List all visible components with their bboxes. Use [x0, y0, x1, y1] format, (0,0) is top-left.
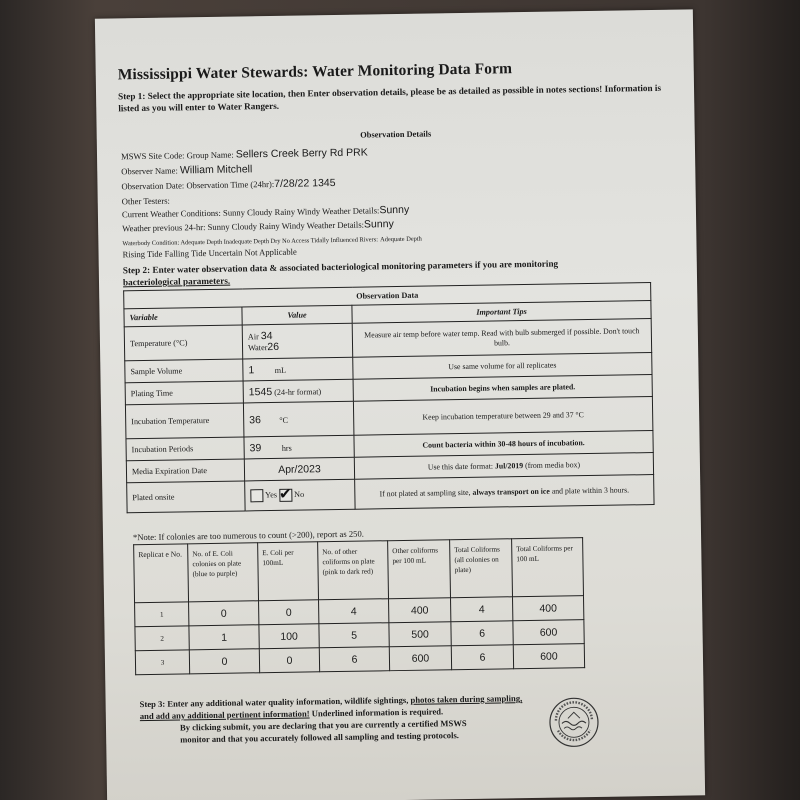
header-value: Value	[242, 305, 352, 325]
plating-time-unit: (24-hr format)	[274, 386, 322, 397]
other-coliforms-plate-cell: 4	[319, 599, 389, 624]
form-page	[95, 9, 705, 800]
water-value: 26	[267, 340, 280, 353]
media-expiration-tip-prefix: Use this date format:	[427, 461, 496, 472]
form-title: Mississippi Water Stewards: Water Monitoring Data Form	[117, 60, 513, 84]
current-weather-label: Current Weather Conditions: Sunny Cloudy Rainy Windy Weather Details:	[121, 205, 380, 220]
total-coliforms-100ml-cell: 400	[512, 596, 583, 621]
header-total-coliforms-plate: Total Coliforms (all colonies on plate)	[450, 539, 513, 598]
date-value: 7/28/22 1345	[274, 176, 336, 190]
ecoli-colonies-cell: 1	[189, 625, 259, 650]
date-label: Observation Date: Observation Time (24hr):	[121, 178, 275, 192]
header-ecoli-per-100ml: E. Coli per 100mL	[258, 542, 319, 601]
replicate-number: 1	[135, 602, 189, 627]
total-coliforms-100ml-cell: 600	[513, 620, 584, 645]
air-value: 34	[260, 329, 273, 342]
step3-text-a: Step 3: Enter any additional water quality information, wildlife sightings,	[139, 694, 411, 710]
plated-onsite-cell	[245, 479, 355, 511]
total-coliforms-100ml-cell: 600	[513, 644, 584, 669]
plated-onsite-tip	[355, 475, 654, 510]
temperature-tip: Measure air temp before water temp. Read with bulb submerged if possible. Don't touch bulb.	[352, 319, 651, 358]
other-coliforms-plate-cell: 5	[319, 623, 389, 648]
temperature-label: Temperature (°C)	[124, 325, 243, 361]
yes-label: Yes	[265, 490, 278, 500]
other-coliforms-plate-cell: 6	[319, 647, 389, 672]
waterbody-value: Adequate Depth	[380, 235, 422, 244]
total-coliforms-plate-cell: 6	[451, 645, 513, 670]
observation-table-caption: Observation Data	[124, 283, 651, 309]
step1-instructions: Step 1: Select the appropriate site location, then Enter observation details, please be as detailed as possible in notes sections! Information is listed as you will enter to Water Rangers.	[118, 82, 662, 114]
plated-onsite-label: Plated onsite	[127, 481, 245, 513]
incubation-periods-value: 39	[249, 441, 262, 454]
media-expiration-value: Apr/2023	[278, 462, 321, 476]
incubation-periods-tip: Count bacteria within 30-48 hours of incubation.	[354, 431, 653, 458]
date-line	[121, 177, 335, 192]
site-code-line	[121, 146, 368, 162]
sample-volume-unit: mL	[274, 365, 287, 375]
step3-instructions	[140, 691, 611, 746]
sample-volume-cell	[243, 357, 353, 381]
header-tips: Important Tips	[352, 301, 651, 324]
ecoli-colonies-cell: 0	[189, 601, 259, 626]
ecoli-per-100ml-cell: 0	[259, 600, 319, 625]
media-expiration-label: Media Expiration Date	[126, 459, 244, 483]
incubation-temp-label: Incubation Temperature	[125, 403, 244, 439]
air-label: Air	[247, 331, 259, 341]
sample-volume-value: 1	[248, 363, 255, 376]
replicate-header-row	[134, 538, 584, 603]
sample-volume-label: Sample Volume	[125, 359, 243, 383]
plating-time-value: 1545	[248, 385, 273, 398]
site-code-label: MSWS Site Code: Group Name:	[120, 149, 234, 162]
msws-seal-logo	[548, 696, 601, 749]
waterbody-label: Waterbody Condition: Adequate Depth Inadequate Depth Dry No Access Tidally Influenced Rivers:	[122, 236, 379, 248]
other-testers-label: Other Testers:	[121, 195, 170, 207]
step3-text-c: and add any additional pertinent information!	[139, 708, 310, 722]
tide-options: Rising Tide Falling Tide Uncertain Not Applicable	[122, 246, 297, 260]
header-other-coliforms-100ml: Other coliforms per 100 mL	[388, 540, 451, 599]
media-expiration-tip-suffix: (from media box)	[523, 459, 581, 470]
step2-text-b: bacteriological parameters.	[122, 275, 231, 288]
incubation-temp-cell	[243, 401, 354, 437]
incubation-periods-cell	[244, 435, 354, 459]
header-replicate-no: Replicat e No.	[134, 544, 189, 603]
waterbody-line	[122, 233, 422, 248]
header-ecoli-colonies: No. of E. Coli colonies on plate (blue to purple)	[188, 543, 259, 602]
incubation-periods-unit: hrs	[281, 443, 292, 453]
plating-time-tip: Incubation begins when samples are plated.	[353, 375, 652, 402]
temperature-values	[242, 323, 353, 359]
plated-onsite-tip-suffix: and plate within 3 hours.	[549, 484, 630, 496]
sample-volume-tip: Use same volume for all replicates	[353, 353, 652, 380]
step3-text-e: By clicking submit, you are declaring that you are currently a certified MSWS	[179, 717, 467, 733]
ecoli-per-100ml-cell: 0	[259, 648, 319, 673]
ecoli-colonies-cell: 0	[189, 649, 259, 674]
prev-weather-label: Weather previous 24-hr: Sunny Cloudy Rainy Windy Weather Details:	[122, 219, 365, 234]
site-name-value: Sellers Creek Berry Rd PRK	[235, 146, 368, 161]
media-expiration-tip-format: Jul/2019	[494, 460, 524, 471]
no-label: No	[294, 489, 305, 500]
incubation-periods-label: Incubation Periods	[126, 437, 244, 461]
other-coliforms-100ml-cell: 500	[389, 622, 451, 647]
prev-weather-value: Sunny	[363, 218, 394, 231]
current-weather-value: Sunny	[379, 203, 410, 217]
header-other-coliforms-plate: No. of other coliforms on plate (pink to dark red)	[318, 541, 389, 600]
yes-checkbox[interactable]	[250, 489, 263, 502]
total-coliforms-plate-cell: 4	[451, 597, 513, 622]
replicate-table	[133, 537, 585, 675]
header-total-coliforms-100ml: Total Coliforms per 100 mL	[512, 538, 584, 597]
colony-note: *Note: If colonies are too numerous to count (>200), report as 250.	[132, 528, 364, 543]
no-checkbox[interactable]	[278, 484, 292, 503]
plated-onsite-tip-bold: always transport on ice	[472, 486, 550, 497]
incubation-temp-unit: °C	[279, 415, 289, 425]
plated-onsite-tip-prefix: If not plated at sampling site,	[379, 487, 473, 498]
step3-text-f: monitor and that you accurately followed all sampling and testing protocols.	[180, 730, 460, 745]
observation-data-table	[123, 282, 654, 513]
media-expiration-cell	[244, 457, 354, 481]
checkmark-icon: ✔	[278, 484, 292, 503]
plating-time-label: Plating Time	[125, 381, 243, 405]
replicate-number: 2	[135, 626, 189, 651]
other-coliforms-100ml-cell: 400	[389, 598, 451, 623]
observer-line	[121, 163, 252, 177]
other-coliforms-100ml-cell: 600	[389, 646, 451, 671]
header-variable: Variable	[124, 307, 242, 327]
step2-text-a: Step 2: Enter water observation data & associated bacteriological monitoring parameters if you are monitoring	[122, 258, 559, 276]
ecoli-per-100ml-cell: 100	[259, 624, 319, 649]
step3-text-b: photos taken during sampling,	[410, 693, 523, 705]
total-coliforms-plate-cell: 6	[451, 621, 513, 646]
prev-weather-line	[122, 218, 394, 234]
incubation-temp-tip: Keep incubation temperature between 29 and 37 °C	[353, 397, 652, 436]
plating-time-cell	[243, 379, 353, 403]
observation-details-heading: Observation Details	[360, 129, 432, 140]
incubation-temp-value: 36	[249, 413, 261, 426]
observer-name-value: William Mitchell	[179, 163, 253, 177]
observer-label: Observer Name:	[121, 165, 178, 177]
replicate-number: 3	[135, 650, 189, 675]
step3-text-d: Underlined information is required.	[309, 706, 444, 719]
water-label: Water	[247, 342, 268, 352]
